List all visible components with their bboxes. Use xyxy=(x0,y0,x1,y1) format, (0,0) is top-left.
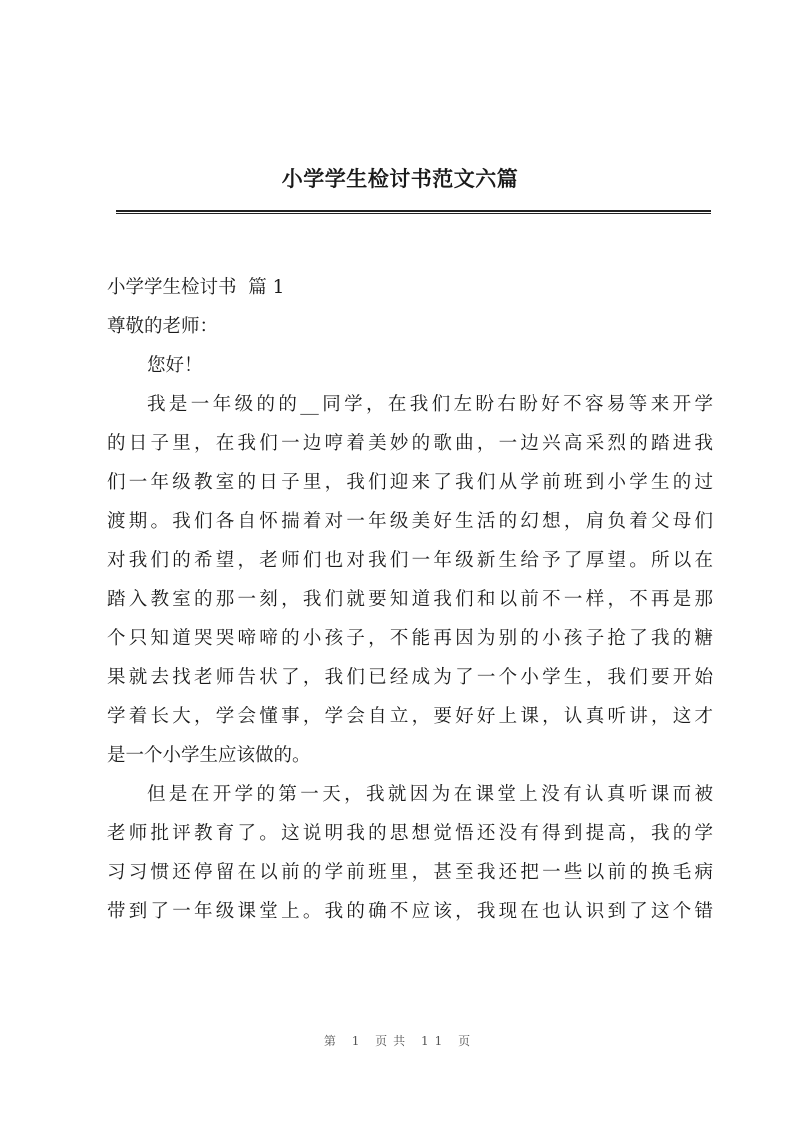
document-title: 小学学生检讨书范文六篇 xyxy=(281,166,519,191)
paragraph-line: 对我们的希望，老师们也对我们一年级新生给予了厚望。所以在 xyxy=(107,550,713,571)
title-divider xyxy=(116,210,711,214)
paragraph-line: 习习惯还停留在以前的学前班里，甚至我还把一些以前的换毛病 xyxy=(107,862,713,883)
paragraph-line: 是一个小学生应该做的。 xyxy=(107,745,311,766)
paragraph-1 xyxy=(107,385,713,775)
paragraph-line: 个只知道哭哭啼啼的小孩子，不能再因为别的小孩子抢了我的糖 xyxy=(107,628,713,649)
paragraph-line: 学着长大，学会懂事，学会自立，要好好上课，认真听讲，这才 xyxy=(107,706,713,727)
paragraph-line: 果就去找老师告状了，我们已经成为了一个小学生，我们要开始 xyxy=(107,667,713,688)
paragraph-line: 的日子里，在我们一边哼着美妙的歌曲，一边兴高采烈的踏进我 xyxy=(107,433,713,454)
page-number-footer: 第 1 页共 11 页 xyxy=(323,1034,477,1048)
paragraph-line: 老师批评教育了。这说明我的思想觉悟还没有得到提高，我的学 xyxy=(107,823,713,844)
document-body xyxy=(107,268,713,931)
paragraph-2 xyxy=(107,775,713,931)
paragraph-line: 踏入教室的那一刻，我们就要知道我们和以前不一样，不再是那 xyxy=(107,589,713,610)
paragraph-line: 渡期。我们各自怀揣着对一年级美好生活的幻想，肩负着父母们 xyxy=(107,511,713,532)
paragraph-line: 们一年级教室的日子里，我们迎来了我们从学前班到小学生的过 xyxy=(107,472,713,493)
greeting: 您好！ xyxy=(147,355,203,376)
paragraph-line: 带到了一年级课堂上。我的确不应该，我现在也认识到了这个错 xyxy=(107,901,713,922)
section-heading: 小学学生检讨书 篇 1 xyxy=(107,277,285,298)
paragraph-line: 我是一年级的的__同学，在我们左盼右盼好不容易等来开学 xyxy=(147,394,713,415)
paragraph-line: 但是在开学的第一天，我就因为在课堂上没有认真听课而被 xyxy=(147,784,713,805)
salutation: 尊敬的老师： xyxy=(107,316,219,337)
